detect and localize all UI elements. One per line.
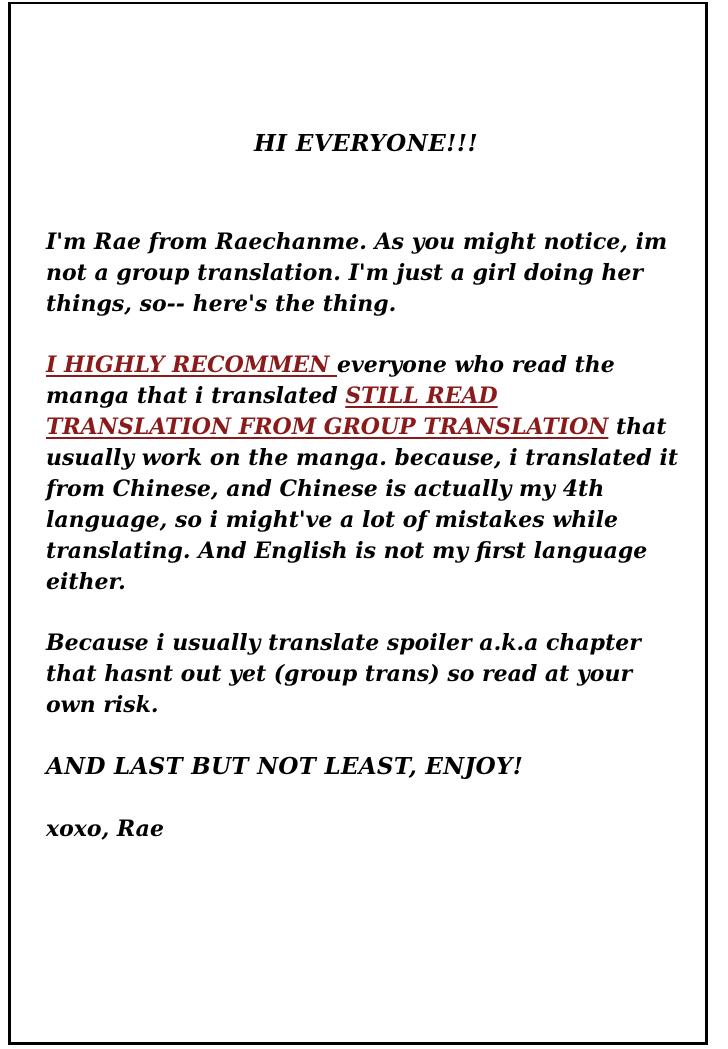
intro-paragraph: I'm Rae from Raechanme. As you might notice, im not a group translation. I'm just a girl doing her things, so-- here's the thing. (46, 229, 668, 317)
letter-title: HI EVERYONE!!! (253, 130, 479, 157)
signature: xoxo, Rae (46, 816, 164, 842)
still-read-highlight: STILL READ TRANSLATION FROM GROUP TRANSLATION (46, 383, 609, 440)
highly-recommend-highlight: I HIGHLY RECOMMEN (46, 352, 337, 378)
recommendation-text-2: that usually work on the manga. because, i translated it from Chinese, and Chinese is actually my 4th language, so i might've a lot of mistakes while translating. And English is not my first language either. (46, 414, 678, 595)
spoiler-paragraph: Because i usually translate spoiler a.k.a chapter that hasnt out yet (group trans) so read at your own risk. (46, 630, 641, 718)
recommendation-paragraph (46, 350, 686, 598)
letter-content (46, 129, 686, 844)
recommendation-text-1: everyone who read the manga that i translated (46, 352, 615, 409)
page-frame (8, 2, 708, 1045)
closing-line: AND LAST BUT NOT LEAST, ENJOY! (46, 753, 524, 780)
